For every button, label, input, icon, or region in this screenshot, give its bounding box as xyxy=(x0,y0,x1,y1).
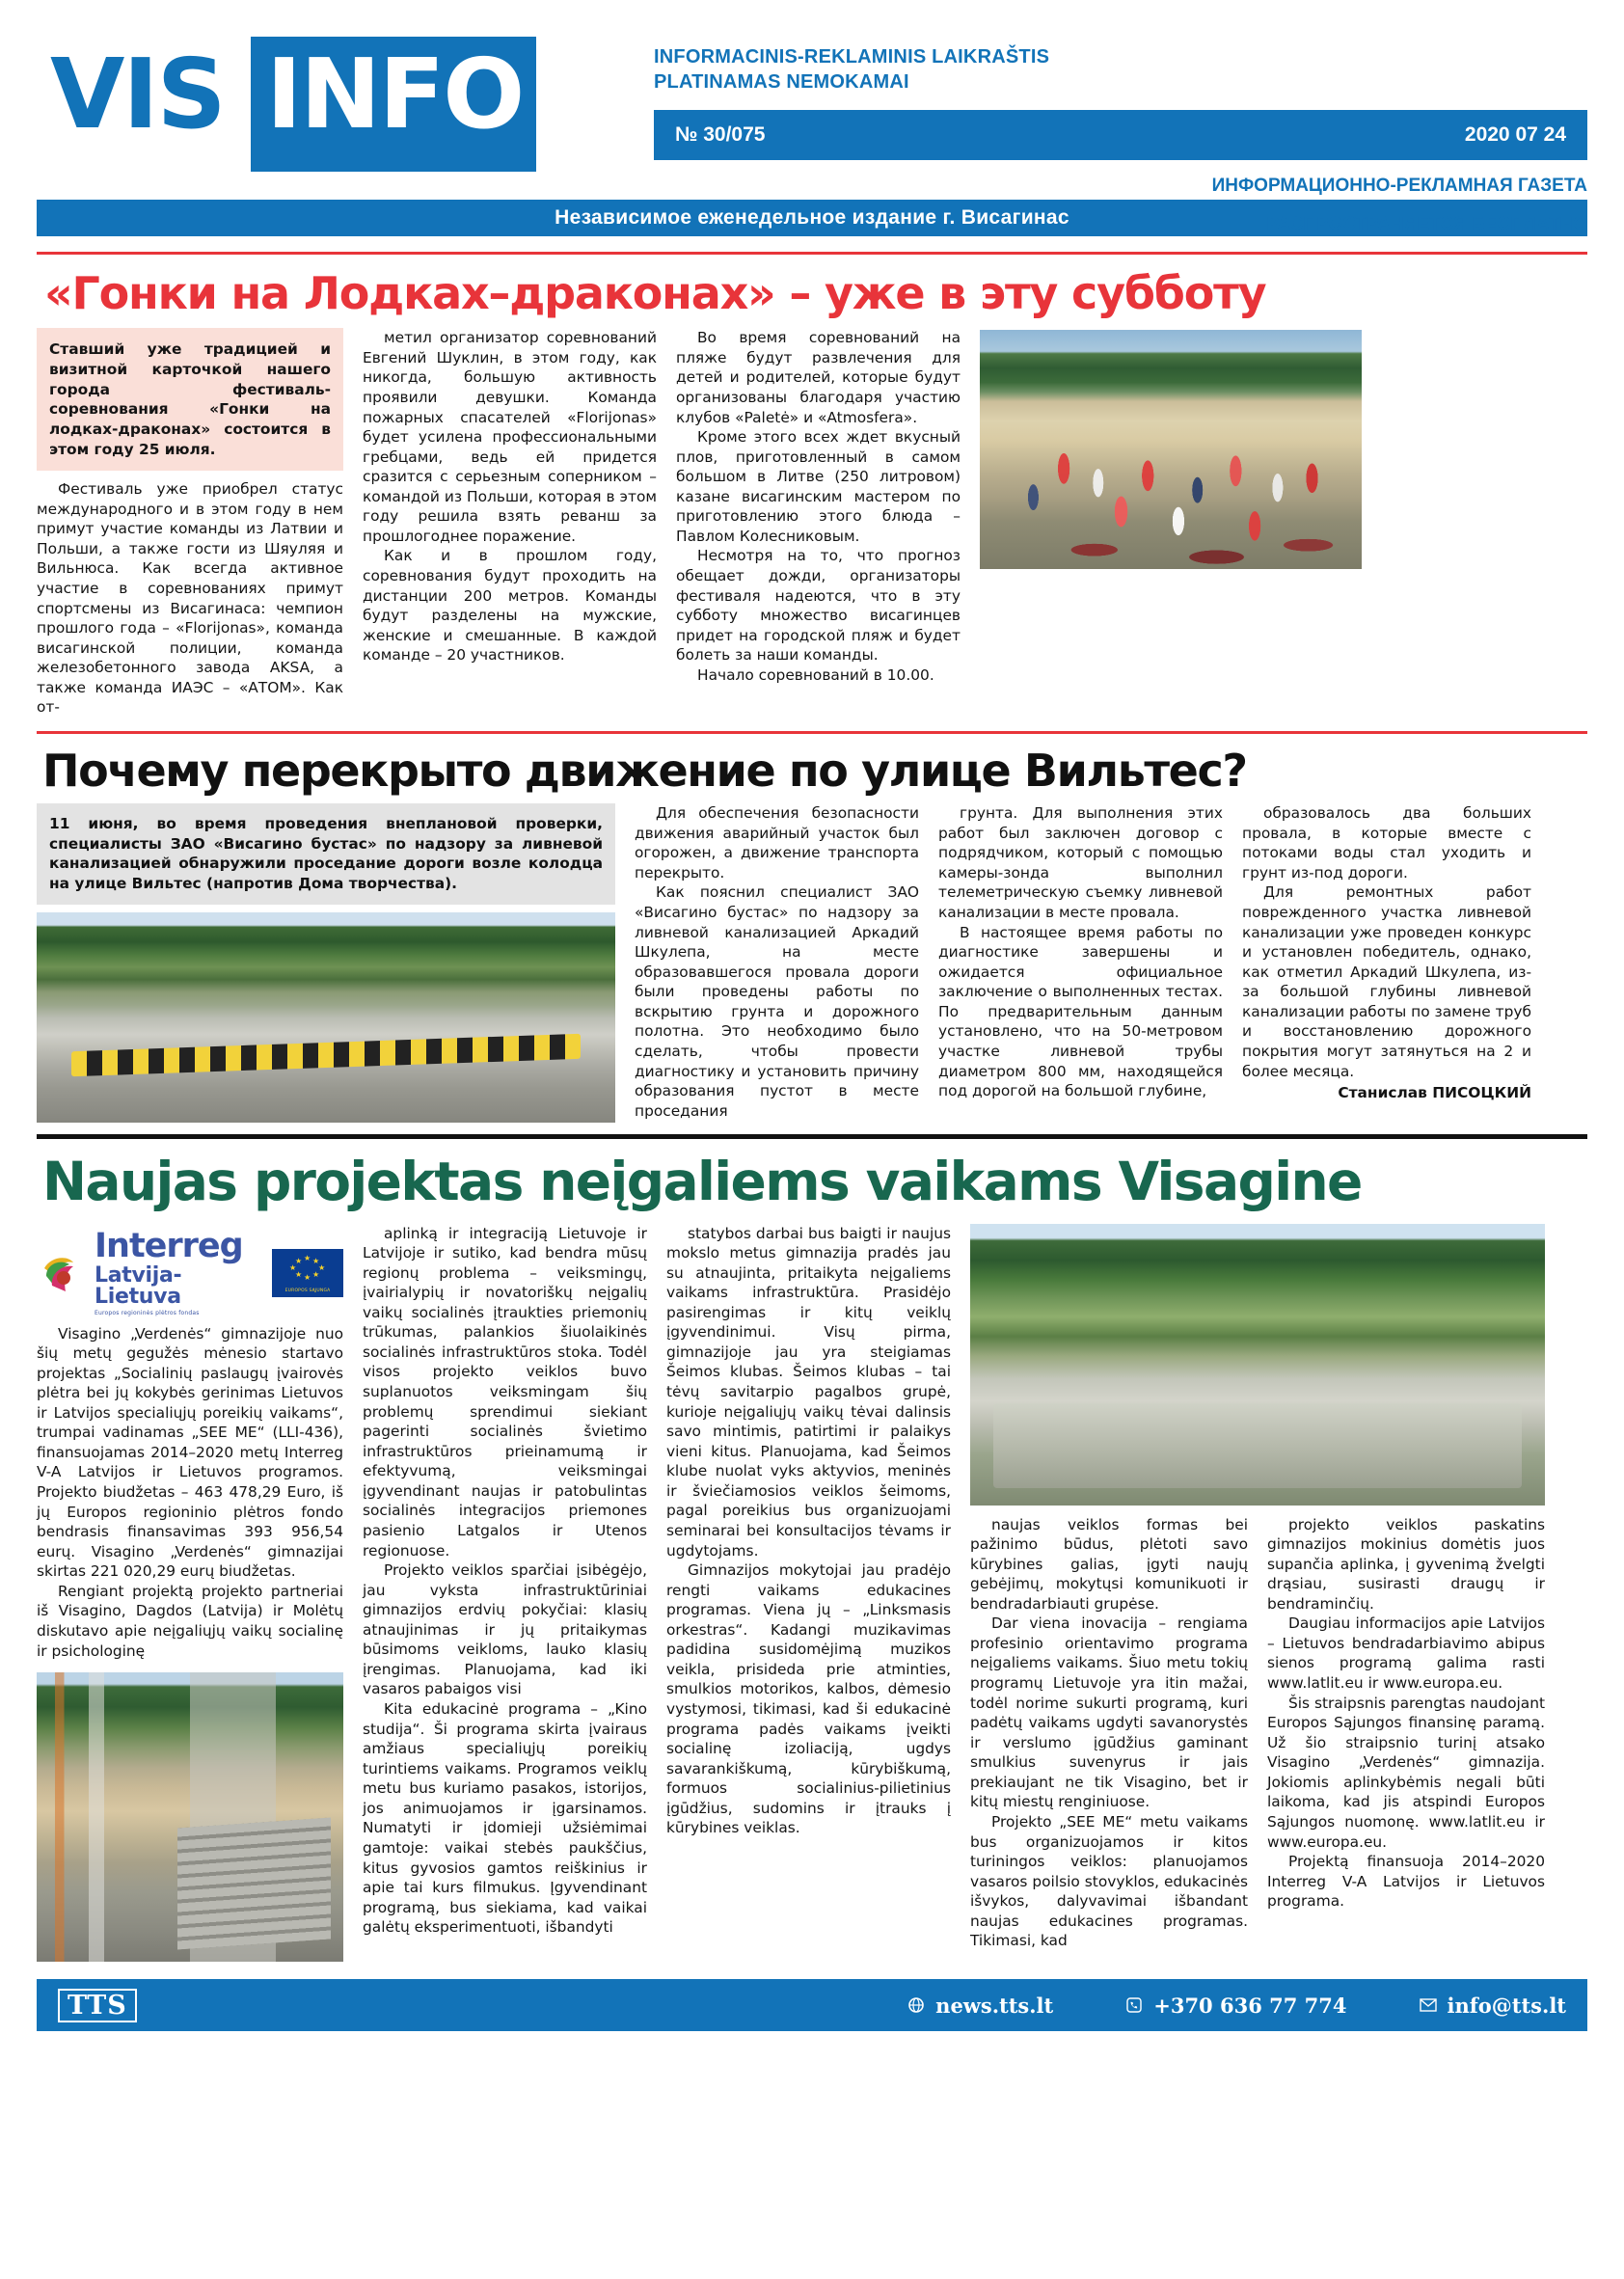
article1-body xyxy=(37,328,1587,718)
footer-bar xyxy=(37,1979,1587,2031)
article2-body xyxy=(37,803,1587,1123)
article3-column-4 xyxy=(970,1515,1248,1951)
issue-date: 2020 07 24 xyxy=(1464,123,1566,146)
footer-phone[interactable] xyxy=(1124,1994,1346,2018)
interreg-fineprint: Europos regioninės plėtros fondas xyxy=(95,1309,200,1316)
article2-byline: Станислав ПИСОЦКИЙ xyxy=(1338,1084,1531,1102)
article3-c3-p1: statybos darbai bus baigti ir naujus mokslo metus gimnazija pradės jau su atnaujinta, pritaikyta neįgaliems vaikams infrastruktūra. Prasidėjo pasirengimas ir kitų veiklų įgyvendinimui. Visų pirma, gimnazijoje jau yra steigiamas Šeimos klubas. Šeimos klubas – tai tėvų savitarpio pagalbos grupė, kurioje neįgaliųjų vaikų tėvai dalinsis savo mintimis, patirtimi ir palaikys vieni kitus. Planuojama, kad Šeimos klube nuolat vyks aktyvios, meninės ir šviečiamosios veiklos šeimoms, pagal poreikius bus organizuojami seminarai bei konsultacijos tėvams ir ugdytojams. xyxy=(666,1224,951,1560)
article3-c4-p1: naujas veiklos formas bei pažinimo būdus, plėtoti savo kūrybines galias, įgyti naujų gebėjimų, mokytųsi komunikuoti ir bendradarbiauti grupėse. xyxy=(970,1515,1248,1613)
article1-c3-p4: Начало соревнований в 10.00. xyxy=(697,665,934,684)
eu-flag-label: EUROPOS SĄJUNGA xyxy=(284,1288,331,1293)
logo-text-vis: VIS xyxy=(50,38,225,150)
article1-lead: Ставший уже традицией и визитной карточкой нашего города фестиваль-соревнования «Гонки на лодках-драконах» состоится в этом году 25 июля. xyxy=(37,328,343,471)
footer-phone-label: +370 636 77 774 xyxy=(1153,1993,1347,2018)
article1-column-3 xyxy=(676,328,961,718)
lt-tagline-line2: PLATINAMAS NEMOKAMAI xyxy=(654,71,909,93)
article3-column-5 xyxy=(1267,1515,1545,1951)
article3-c5-p1: projekto veiklos paskatins gimnazijos mokinius domėtis juos supančia aplinka, į gyvenimą žvelgti drąsiau, susirasti draugų ir bendraminčių. xyxy=(1267,1515,1545,1613)
article3-column-2 xyxy=(363,1224,647,1963)
issue-number: № 30/075 xyxy=(675,123,766,146)
issue-bar xyxy=(654,110,1587,160)
article2-headline[interactable]: Почему перекрыто движение по улице Вильтес? xyxy=(42,744,1247,797)
lt-tagline-line1: INFORMACINIS-REKLAMINIS LAIKRAŠTIS xyxy=(654,46,1050,68)
article3-c3-p2: Gimnazijos mokytojai jau pradėjo rengti vaikams edukacines programas. Viena jų – „Linksmasis orkestras“. Kadangi muzikavimas padidina susidomėjimą muzikos veikla, prisideda prie atminties, smulkios motorikos, kalbos, dėmesio vystymosi, tikimasi, kad ši edukacinė programa padės vaikams įveikti socialinę izoliaciją, ugdys savarankiškumą, kūrybiškumą, formuos socialinius-pilietinius įgūdžius, sudomins ir įtrauks į kūrybines veiklas. xyxy=(666,1561,951,1837)
article1-column-2 xyxy=(363,328,657,718)
article3-right-block xyxy=(970,1224,1545,1963)
article3-column-3 xyxy=(666,1224,951,1963)
article2-c2-p1: Для обеспечения безопасности движения аварийный участок был огорожен, а движение транспорта перекрыто. xyxy=(635,804,919,882)
ru-tagline-line2: РАСПРОСТРАНЯЕТСЯ БЕСПЛАТНО xyxy=(1266,213,1587,234)
article1-c1-p1: Фестиваль уже приобрел статус международного и в этом году в нем примут участие команды из Латвии и Польши, а также гости из Шяуляя и Вильнюса. Как всегда активное участие в соревнованиях примут спортсмены из Висагинаса: чемпион прошлого года – «Florijonas», команда висагинской полиции, команда железобетонного завода AKSA, а также команда ИАЭС – «АТОМ». Как от- xyxy=(37,480,343,717)
article3-headline[interactable]: Naujas projektas neįgaliems vaikams Visagine xyxy=(42,1150,1362,1212)
article3-photo-school-yard xyxy=(970,1224,1545,1506)
article3-c5-p2: Daugiau informacijos apie Latvijos – Lietuvos bendradarbiavimo abipus sienos programą galima rasti www.latlit.eu ir www.europa.eu. xyxy=(1267,1614,1545,1692)
publication-logo[interactable] xyxy=(37,37,538,172)
article2-c3-p1: грунта. Для выполнения этих работ был заключен договор с подрядчиком, который с помощью камеры-зонда выполнил телеметрическую съемку ливневой канализации в месте провала. xyxy=(938,804,1223,921)
article3-c5-p3: Šis straipsnis parengtas naudojant Europos Sąjungos finansinę paramą. Už šio straipsnio turinį atsako Visagino „Verdenės“ gimnazija. Jokiomis aplinkybėmis negali būti laikoma, kad jis atspindi Europos Sąjungos nuomonę. www.latlit.eu ir www.europa.eu. xyxy=(1267,1694,1545,1851)
article3-photo-construction xyxy=(37,1672,343,1962)
article1-c3-p2: Кроме этого всех ждет вкусный плов, приготовленный в самом большом в Литве (250 литровом) казане висагинским мастером по приготовлению этого блюда – Павлом Колесниковым. xyxy=(676,428,961,545)
article2-c4-p2: Для ремонтных работ поврежденного участка ливневой канализации уже проведен конкурс и установлен победитель, однако, как отметил Аркадий Шкулепа, из-за большой глубины ливневой канализации работы по замене труб и восстановлению дорожного покрытия могут затянуться на 2 и более месяца. xyxy=(1242,883,1531,1080)
logo-text-info: INFO xyxy=(266,38,524,150)
article3-c4-p2: Dar viena inovacija – rengiama profesinio orientavimo programa neįgaliems vaikams. Šiuo metu tokių programų Lietuvoje yra itin mažai, todėl norime sukurti programą, kuri padėtų vaikams ugdyti savanorystės ir verslumo įgūdžius gaminant smulkius suvenyrus ir jais prekiaujant ne tik Visagino, bet ir kitų miestų renginiuose. xyxy=(970,1614,1248,1811)
interreg-wordmark xyxy=(95,1226,257,1316)
interreg-swirl-icon xyxy=(41,1253,85,1293)
article2-photo-viltes-street xyxy=(37,912,615,1123)
article2-c4-p1: образовалось два больших провала, в которые вместе с потоками воды стал уходить и грунт из-под дороги. xyxy=(1242,804,1531,882)
footer-email-label: info@tts.lt xyxy=(1447,1993,1566,2018)
city-banner: Независимое еженедельное издание г. Висагинас xyxy=(37,200,1587,236)
article1-c3-p3: Несмотря на то, что прогноз обещает дожди, организаторы фестиваля надеются, что в эту субботу множество висагинцев придет на городской пляж и будет болеть за наши команды. xyxy=(676,547,961,665)
article3-column-1 xyxy=(37,1224,343,1963)
article2-column-3 xyxy=(938,803,1223,1123)
interreg-title: Interreg xyxy=(95,1226,243,1265)
article3-c2-p1: aplinką ir integraciją Lietuvoje ir Latvijoje ir sutiko, kad bendra mūsų regionų problema – veiksmingų, įvairialypių ir novatoriškų neįgalių vaikų socialinės įtraukties priemonių trūkumas, palankios šiuolaikinės socialinės infrastruktūros stoka. Todėl visos projekto veiklos buvo suplanuotos veiksmingam šių problemų sprendimui siekiant pagerinti socialinės švietimo infrastruktūros prieinamumą ir efektyvumą, veiksmingai įgyvendinant naujas ir patobulintas socialinės integracijos priemones pasienio Latgalos ir Utenos regionuose. xyxy=(363,1224,647,1560)
article1-c2-p2: Как и в прошлом году, соревнования будут проходить на дистанции 200 метров. Команды будут разделены на мужские, женские и смешанные. В каждой команде – 20 участников. xyxy=(363,547,657,665)
footer-website[interactable] xyxy=(907,1994,1053,2018)
article3-c1-p2: Rengiant projektą projekto partneriai iš Visagino, Dagdos (Latvija) ir Molėtų diskutavo apie neįgaliųjų vaikų socialinę ir psichologinę xyxy=(37,1582,343,1660)
article2-column-2 xyxy=(635,803,919,1123)
tts-logo[interactable]: TTS xyxy=(58,1989,137,2022)
article1-c3-p1: Во время соревнований на пляже будут развлечения для детей и родителей, которые будут организованы благодаря участию клубов «Paletė» и «Atmosfera». xyxy=(676,329,961,426)
eu-flag-icon: ★ ★ ★ ★ ★ ★ ★ ★ EUROPOS SĄJUNGA xyxy=(272,1249,343,1297)
article3-body xyxy=(37,1224,1587,1963)
ru-tagline-line1: ИНФОРМАЦИОННО-РЕКЛАМНАЯ ГАЗЕТА xyxy=(1211,176,1587,196)
article1-headline[interactable]: «Гонки на Лодках–драконах» – уже в эту субботу xyxy=(44,267,1266,319)
article2-column-1 xyxy=(37,803,615,1123)
envelope-icon xyxy=(1419,1995,1438,2015)
interreg-subtitle: Latvija-Lietuva xyxy=(95,1262,182,1309)
article2-lead: 11 июня, во время проведения внеплановой проверки, специалисты ЗАО «Висагино бустас» по надзору за ливневой канализацией обнаружили проседание дороги возле колодца на улице Вильтес (напротив Дома творчества). xyxy=(37,803,615,905)
footer-website-label: news.tts.lt xyxy=(935,1993,1054,2018)
article1-c2-p1: метил организатор соревнований Евгений Шуклин, в этом году, как никогда, большую активность проявили девушки. Команда пожарных спасателей «Florijonas» будет усилена профессиональными гребцами, ведь ей придется сразится с серьезным соперником – командой из Польши, которая в этом году решила взять реванш за прошлогоднее поражение. xyxy=(363,329,657,545)
globe-icon xyxy=(907,1995,926,2015)
article3-c5-p4: Projektą finansuoja 2014–2020 Interreg V-A Latvijos ir Lietuvos programa. xyxy=(1267,1853,1545,1911)
article1-photo-dragon-boat-race xyxy=(980,330,1362,569)
interreg-logo xyxy=(37,1224,343,1324)
footer-email[interactable] xyxy=(1419,1994,1567,2018)
article3-c2-p3: Kita edukacinė programa – „Kino studija“. Ši programa skirta įvairaus amžiaus specialiųjų poreikių turintiems vaikams. Programos veiklų metu bus kuriamo pasakos, istorijos, jos animuojamos ir įgarsinamos. Numatyti ir įdomieji užsiėmimai gamtoje: vaikai stebės paukščius, kitus gyvosios gamtos reiškinius ir apie tai kurs filmukus. Įgyvendinant programą, bus siekiama, kad vaikai galėtų eksperimentuoti, išbandyti xyxy=(363,1700,647,1937)
article3-c2-p2: Projekto veiklos sparčiai įsibėgėjo, jau vyksta infrastruktūriniai gimnazijos erdvių pokyčiai: klasių atnaujinimas ir jų pritaikymas būsimoms veikloms, lauko klasių įrengimas. Planuojama, kad iki vasaros pabaigos visi xyxy=(363,1561,647,1698)
article3-c1-p1: Visagino „Verdenės“ gimnazijoje nuo šių metų gegužės mėnesio startavo projektas „Socialinių paslaugų įvairovės plėtra bei jų kokybės gerinimas Lietuvos ir Latvijos specialiųjų poreikių vaikams“, trumpai vadinamas „SEE ME“ (LLI-436), finansuojamas 2014–2020 metų Interreg V-A Latvijos ir Lietuvos programos. Projekto biudžetas – 463 478,29 Euro, iš jų Europos regioninio plėtros fondo bendrasis finansavimas 393 956,54 eurų. Visagino „Verdenės“ gimnazijai skirtas 221 020,29 eurų biudžetas. xyxy=(37,1324,343,1581)
article3-c4-p3: Projekto „SEE ME“ metu vaikams bus organizuojamos ir kitos turiningos veiklos: planuojamos vasaros poilsio stovyklos, edukacinės išvykos, dalyvavimai išbandant naujas edukacines programas. Tikimasi, kad xyxy=(970,1812,1248,1950)
article2-c3-p2: В настоящее время работы по диагностике завершены и ожидается официальное заключение о выполненных тестах. По предварительным данным установлено, что на 50-метровом участке ливневой трубы диаметром 800 мм, находящейся под дорогой на большой глубине, xyxy=(938,923,1223,1100)
phone-icon xyxy=(1124,1995,1144,2015)
article2-column-4 xyxy=(1242,803,1531,1123)
article2-c2-p2: Как пояснил специалист ЗАО «Висагино бустас» по надзору за ливневой канализацией Аркадий Шкулепа, на месте образовавшегося провала дороги были проведены работы по вскрытию грунта и дорожного полотна. Это необходимо было сделать, чтобы провести диагностику и установить причину образования пустот в месте проседания xyxy=(635,883,919,1120)
divider-black-article3 xyxy=(37,1134,1587,1139)
article1-column-1 xyxy=(37,328,343,718)
